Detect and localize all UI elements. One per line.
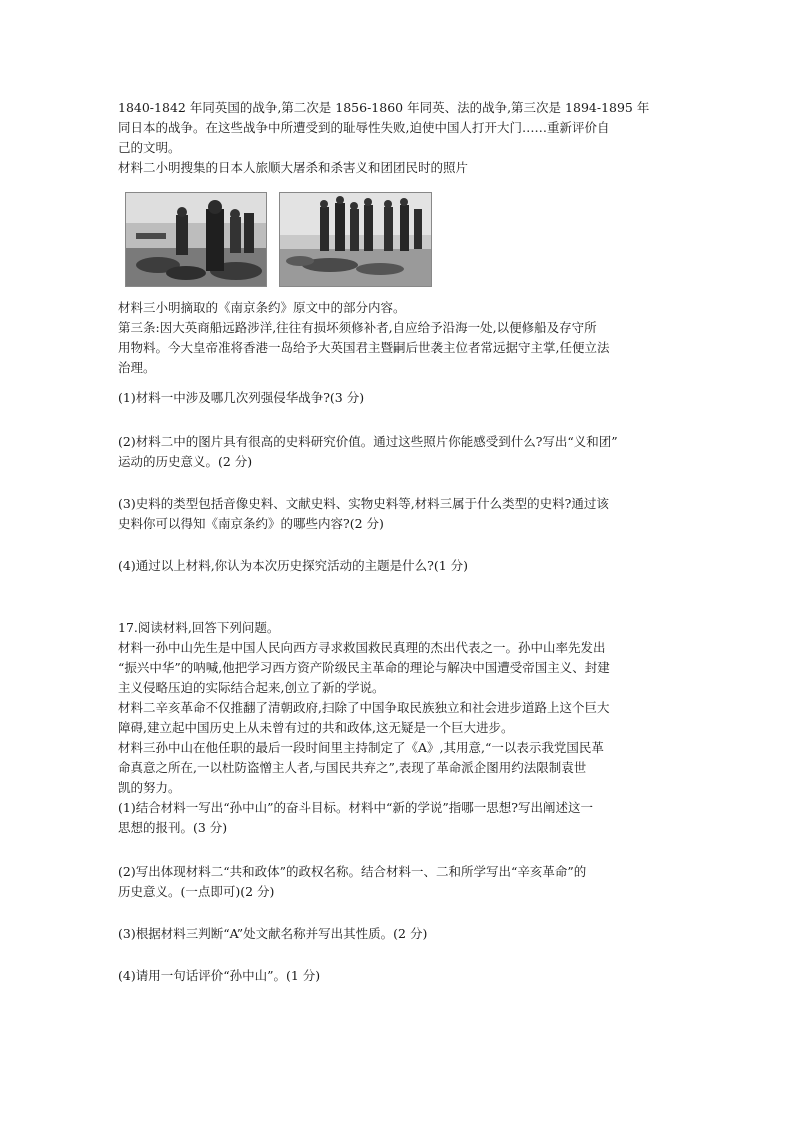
q17-material3-line-3: 凯的努力。 — [118, 780, 181, 795]
q17-heading: 17.阅读材料,回答下列问题。 — [118, 620, 280, 635]
q17-question-4: (4)请用一句话评价“孙中山”。(1 分) — [118, 968, 321, 983]
q17-material1-line-1: 材料一孙中山先生是中国人民向西方寻求救国救民真理的杰出代表之一。孙中山率先发出 — [118, 640, 606, 655]
q17-material2-line-2: 障碍,建立起中国历史上从未曾有过的共和政体,这无疑是一个巨大进步。 — [118, 720, 514, 735]
q17-material2-line-1: 材料二辛亥革命不仅推翻了清朝政府,扫除了中国争取民族独立和社会进步道路上这个巨大 — [118, 700, 610, 715]
q17-question-1-line-2: 思想的报刊。(3 分) — [118, 820, 228, 835]
q17-question-3: (3)根据材料三判断“A”处文献名称并写出其性质。(2 分) — [118, 926, 428, 941]
q17-material1-line-2: “振兴中华”的呐喊,他把学习西方资产阶级民主革命的理论与解决中国遭受帝国主义、封建 — [118, 660, 610, 675]
q16-question-3-line-1: (3)史料的类型包括音像史料、文献史料、实物史料等,材料三属于什么类型的史料?通过该 — [118, 496, 609, 511]
q17-material3-line-2: 命真意之所在,一以杜防盗憎主人者,与国民共弃之”,表现了革命派企图用约法限制袁世 — [118, 760, 587, 775]
q16-material3-line-3: 用物料。今大皇帝准将香港一岛给予大英国君主暨嗣后世袭主位者常远据守主掌,任便立法 — [118, 340, 610, 355]
q16-material1-line-1: 1840-1842 年同英国的战争,第二次是 1856-1860 年同英、法的战争,第三次是 1894-1895 年 — [118, 100, 650, 115]
q16-question-1: (1)材料一中涉及哪几次列强侵华战争?(3 分) — [118, 390, 365, 405]
q16-material2-title: 材料二小明搜集的日本人旅顺大屠杀和杀害义和团团民时的照片 — [118, 160, 469, 175]
q17-question-2-line-1: (2)写出体现材料二“共和政体”的政权名称。结合材料一、二和所学写出“辛亥革命”的 — [118, 864, 587, 879]
q17-question-2-line-2: 历史意义。(一点即可)(2 分) — [118, 884, 275, 899]
q16-material1-line-2: 同日本的战争。在这些战争中所遭受到的耻辱性失败,迫使中国人打开大门……重新评价自 — [118, 120, 610, 135]
q16-question-3-line-2: 史料你可以得知《南京条约》的哪些内容?(2 分) — [118, 516, 384, 531]
photo-1-image — [126, 193, 266, 286]
q16-question-2-line-2: 运动的历史意义。(2 分) — [118, 454, 253, 469]
q16-question-2-line-1: (2)材料二中的图片具有很高的史料研究价值。通过这些照片你能感受到什么?写出“义和团” — [118, 434, 618, 449]
q16-material3-line-4: 治理。 — [118, 360, 156, 375]
q17-material3-line-1: 材料三孙中山在他任职的最后一段时间里主持制定了《A》,其用意,“一以表示我党国民革 — [118, 740, 604, 755]
historical-photo-lushun-massacre — [125, 192, 267, 287]
q16-material1-line-3: 己的文明。 — [118, 140, 181, 155]
q17-material1-line-3: 主义侵略压迫的实际结合起来,创立了新的学说。 — [118, 680, 385, 695]
q17-question-1-line-1: (1)结合材料一写出“孙中山”的奋斗目标。材料中“新的学说”指哪一思想?写出阐述这一 — [118, 800, 593, 815]
photo-2-image — [280, 193, 431, 286]
q16-material3-line-1: 材料三小明摘取的《南京条约》原文中的部分内容。 — [118, 300, 406, 315]
q16-question-4: (4)通过以上材料,你认为本次历史探究活动的主题是什么?(1 分) — [118, 558, 469, 573]
q16-material3-line-2: 第三条:因大英商船远路涉洋,往往有损坏须修补者,自应给予沿海一处,以便修船及存守所 — [118, 320, 597, 335]
historical-photo-boxer-killing — [279, 192, 432, 287]
